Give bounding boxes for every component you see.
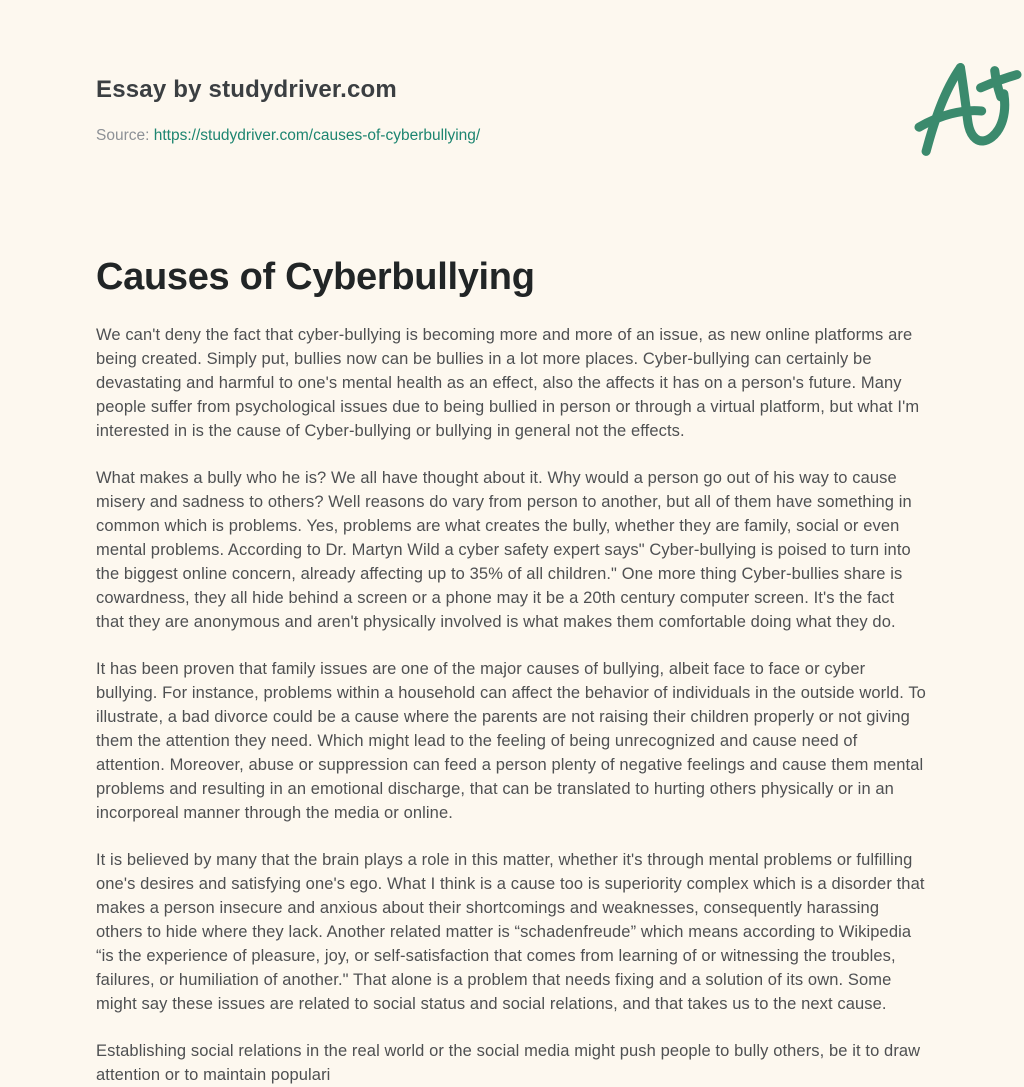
essay-title: Causes of Cyberbullying — [96, 256, 535, 298]
essay-paragraph: We can't deny the fact that cyber-bullying is becoming more and more of an issue, as new online platforms are being created. Simply put, bullies now can be bullies in a lot more places. Cyber-bullying can certainly be devastating and harmful to one's mental health as an effect, also the affects it has on a person's future. Many people suffer from psychological issues due to being bullied in person or through a virtual platform, but what I'm interested in is the cause of Cyber-bullying or bullying in general not the effects. — [96, 325, 920, 440]
essay-paragraph: What makes a bully who he is? We all have thought about it. Why would a person go out of his way to cause misery and sadness to others? Well reasons do vary from person to another, but all of them have something in common which is problems. Yes, problems are what creates the bully, whether they are family, social or even mental problems. According to Dr. Martyn Wild a cyber safety expert says" Cyber-bullying is poised to turn into the biggest online concern, already affecting up to 35% of all children." One more thing Cyber-bullies share is cowardness, they all hide behind a screen or a phone may it be a 20th century computer screen. It's the fact that they are anonymous and aren't physically involved is what makes them comfortable doing what they do. — [96, 468, 912, 631]
a-plus-logo-icon — [914, 62, 1022, 160]
essay-paragraph: It has been proven that family issues are one of the major causes of bullying, albeit face to face or cyber bullying. For instance, problems within a household can affect the behavior of individuals in the outside world. To illustrate, a bad divorce could be a cause where the parents are not raising their children properly or not giving them the attention they need. Which might lead to the feeling of being unrecognized and cause need of attention. Moreover, abuse or suppression can feed a person plenty of negative feelings and cause them mental problems and resulting in an emotional discharge, that can be translated to hurting others physically or in an incorporeal manner through the media or online. — [96, 659, 926, 822]
source-url-link[interactable]: https://studydriver.com/causes-of-cyberbullying/ — [153, 127, 481, 144]
source-line — [96, 127, 926, 145]
document-header — [96, 0, 926, 145]
essay-body — [96, 323, 926, 1087]
essay-byline: Essay by studydriver.com — [96, 76, 397, 103]
essay-paragraph: Establishing social relations in the real world or the social media might push people to bully others, be it to draw attention or to maintain populari — [96, 1041, 921, 1084]
essay-paragraph: It is believed by many that the brain plays a role in this matter, whether it's through mental problems or fulfilling one's desires and satisfying one's ego. What I think is a cause too is superiority complex which is a disorder that makes a person insecure and anxious about their shortcomings and weaknesses, consequently harassing others to hide where they lack. Another related matter is “schadenfreude” which means according to Wikipedia “is the experience of pleasure, joy, or self-satisfaction that comes from learning of or witnessing the troubles, failures, or humiliation of another." That alone is a problem that needs fixing and a solution of its own. Some might say these issues are related to social status and social relations, and that takes us to the next cause. — [96, 850, 925, 1013]
source-label: Source: — [96, 127, 150, 144]
essay-page — [96, 0, 926, 1087]
